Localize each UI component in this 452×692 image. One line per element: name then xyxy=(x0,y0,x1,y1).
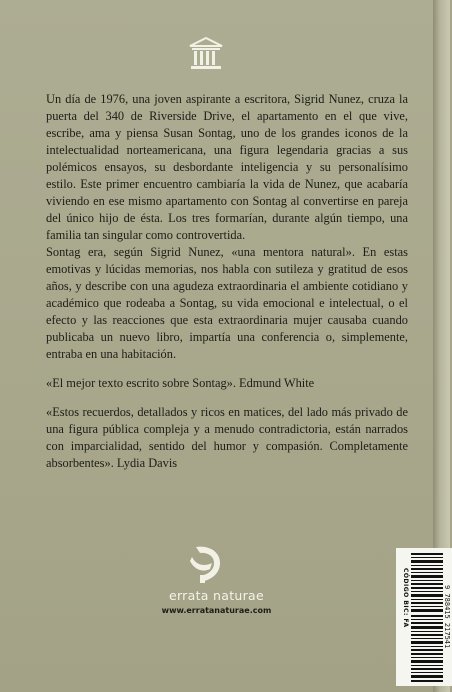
quote-lydia-davis: «Estos recuerdos, detallados y ricos en matices, del lado más privado de una figura pública compleja y a menudo contradictoria, están narrados con imparcialidad, sentido del humor y compasión. Completamente absorbentes». Lydia Davis xyxy=(46,405,408,470)
isbn-number: 9 788415 217541 xyxy=(443,585,451,649)
synopsis-paragraph-2: Sontag era, según Sigrid Nunez, «una mentora natural». En estas emotivas y lúcidas memorias, nos habla con sutileza y gratitud de esos años, y describe con una agudeza extraordinaria el ambiente cotidiano y académico que rodeaba a Sontag, su vida emocional e intelectual, o el efecto y las reacciones que esta extraordinaria mujer causaba cuando publicaba un nuevo libro, impartía una conferencia o, simplemente, entraba en una habitación. xyxy=(46,245,408,361)
publisher-url: www.erratanaturae.com xyxy=(161,606,272,615)
building-logo-icon xyxy=(188,36,224,72)
barcode-code: CÓDIGO BIC: FA xyxy=(402,568,409,628)
synopsis-paragraph-1: Un día de 1976, una joven aspirante a escritora, Sigrid Nunez, cruza la puerta del 340 de Riverside Drive, el apartamento en el que vive, escribe, ama y piensa Susan Sontag, uno de los grandes iconos de la intelectualidad norteamericana, una figura legendaria gracias a sus polémicos ensayos, su desbordante inteligencia y su personalísimo estilo. Este primer encuentro cambiaría la vida de Nunez, que acabaría viviendo en ese mismo apartamento con Sontag al convertirse en pareja del único hijo de ésta. Los tres formarían, durante algún tiempo, una familia tan singular como controvertida. xyxy=(46,92,408,242)
quote-edmund-white: «El mejor texto escrito sobre Sontag». Edmund White xyxy=(46,376,315,390)
barcode-bars-icon xyxy=(411,551,443,683)
publisher-name: errata naturae xyxy=(168,588,265,603)
publisher-logo-icon xyxy=(186,543,226,585)
synopsis xyxy=(46,91,408,472)
